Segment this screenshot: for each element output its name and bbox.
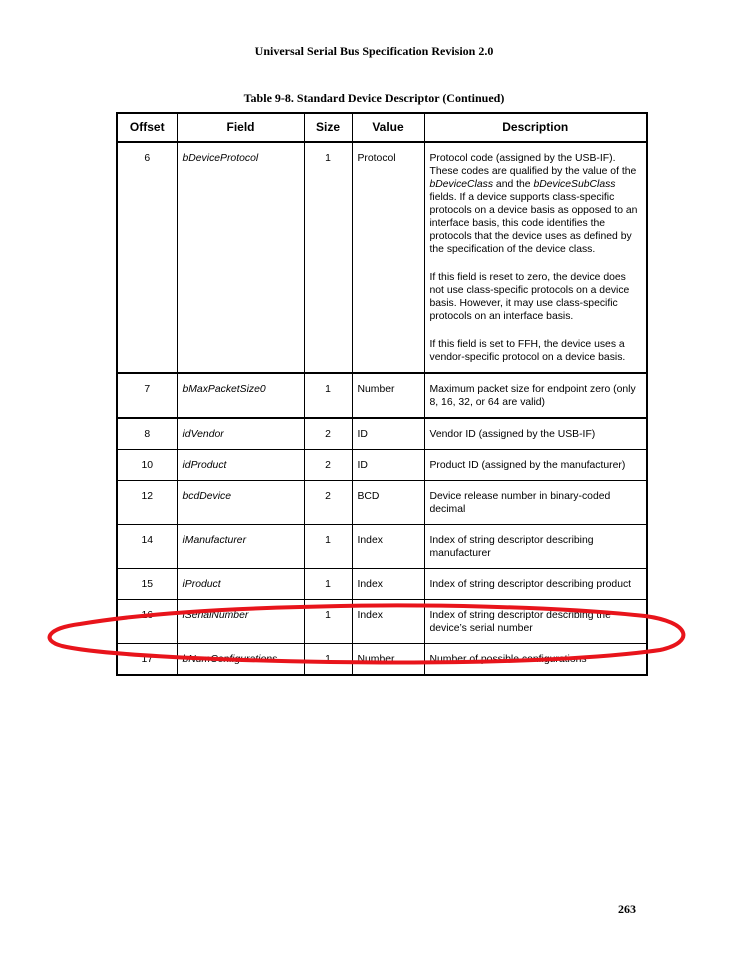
table-row xyxy=(117,450,647,481)
cell-field: idProduct xyxy=(177,450,304,481)
cell-value: Protocol xyxy=(352,142,424,373)
field-reference: bDeviceSubClass xyxy=(533,179,616,190)
table-row xyxy=(117,373,647,418)
cell-description: Index of string descriptor describing the device’s serial number xyxy=(424,600,647,644)
cell-field: idVendor xyxy=(177,418,304,450)
cell-field: bNumConfigurations xyxy=(177,644,304,676)
table-row xyxy=(117,481,647,525)
cell-size: 2 xyxy=(304,481,352,525)
description-paragraph xyxy=(430,152,642,256)
cell-size: 1 xyxy=(304,569,352,600)
field-reference: bDeviceClass xyxy=(429,179,494,190)
cell-offset: 17 xyxy=(117,644,177,676)
cell-field: iProduct xyxy=(177,569,304,600)
cell-field: bDeviceProtocol xyxy=(177,142,304,373)
cell-description: Index of string descriptor describing product xyxy=(424,569,647,600)
cell-offset: 6 xyxy=(117,142,177,373)
cell-offset: 10 xyxy=(117,450,177,481)
cell-description: Product ID (assigned by the manufacturer) xyxy=(424,450,647,481)
cell-description: Maximum packet size for endpoint zero (only 8, 16, 32, or 64 are valid) xyxy=(424,373,647,418)
cell-size: 2 xyxy=(304,450,352,481)
description-text: Protocol code (assigned by the USB-IF). These codes are qualified by the value of the xyxy=(429,153,637,177)
column-header-description: Description xyxy=(424,113,647,142)
cell-size: 1 xyxy=(304,142,352,373)
column-header-offset: Offset xyxy=(117,113,177,142)
cell-description: Device release number in binary-coded decimal xyxy=(424,481,647,525)
cell-offset: 12 xyxy=(117,481,177,525)
cell-value: Number xyxy=(352,373,424,418)
cell-value: Index xyxy=(352,600,424,644)
cell-size: 1 xyxy=(304,373,352,418)
cell-description: Number of possible configurations xyxy=(424,644,647,676)
cell-description: Index of string descriptor describing manufacturer xyxy=(424,525,647,569)
cell-offset: 15 xyxy=(117,569,177,600)
description-text: fields. If a device supports class-specific protocols on a device basis as opposed to an interface basis, this code identifies the protocols that the device uses as defined by the specification of the device class. xyxy=(429,192,638,255)
cell-offset: 14 xyxy=(117,525,177,569)
page-header: Universal Serial Bus Specification Revision 2.0 xyxy=(254,44,494,58)
description-paragraph: If this field is reset to zero, the device does not use class-specific protocols on a device basis. However, it may use class-specific protocols on an interface basis. xyxy=(429,272,630,322)
device-descriptor-table xyxy=(116,112,648,676)
cell-offset: 8 xyxy=(117,418,177,450)
table-row xyxy=(117,644,647,676)
cell-offset: 16 xyxy=(117,600,177,644)
table-row xyxy=(117,525,647,569)
cell-description xyxy=(424,142,647,373)
cell-field: bMaxPacketSize0 xyxy=(177,373,304,418)
table-row xyxy=(117,418,647,450)
cell-value: Index xyxy=(352,525,424,569)
description-text: and the xyxy=(493,179,534,190)
cell-offset: 7 xyxy=(117,373,177,418)
cell-field: iSerialNumber xyxy=(177,600,304,644)
cell-value: ID xyxy=(352,450,424,481)
cell-size: 1 xyxy=(304,525,352,569)
cell-value: Index xyxy=(352,569,424,600)
page-number: 263 xyxy=(618,902,636,916)
table-row xyxy=(117,569,647,600)
column-header-size: Size xyxy=(304,113,352,142)
cell-size: 1 xyxy=(304,644,352,676)
cell-value: BCD xyxy=(352,481,424,525)
cell-description: Vendor ID (assigned by the USB-IF) xyxy=(424,418,647,450)
column-header-value: Value xyxy=(352,113,424,142)
table-header-row xyxy=(117,113,647,142)
table-row xyxy=(117,142,647,373)
cell-field: iManufacturer xyxy=(177,525,304,569)
table-caption: Table 9-8. Standard Device Descriptor (Continued) xyxy=(243,91,505,105)
cell-size: 1 xyxy=(304,600,352,644)
table-row-highlighted xyxy=(117,600,647,644)
cell-value: ID xyxy=(352,418,424,450)
cell-size: 2 xyxy=(304,418,352,450)
cell-value: Number xyxy=(352,644,424,676)
column-header-field: Field xyxy=(177,113,304,142)
description-paragraph: If this field is set to FFH, the device uses a vendor-specific protocol on a device basis. xyxy=(429,339,626,363)
cell-field: bcdDevice xyxy=(177,481,304,525)
